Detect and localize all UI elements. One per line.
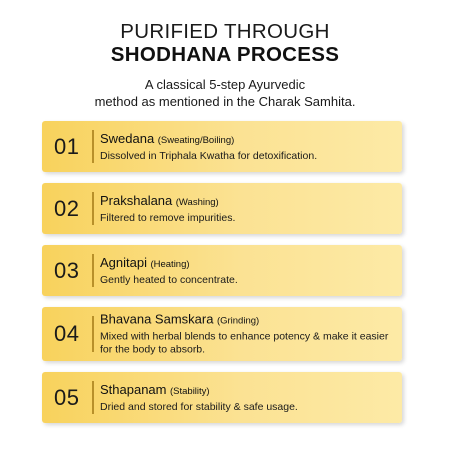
step-description: Filtered to remove impurities. [100,211,236,224]
page-title-line-2: SHODHANA PROCESS [110,43,340,66]
step-gloss: (Stability) [169,385,210,397]
step-name: Sthapanam [100,381,167,397]
step-body [100,193,396,225]
step-description: Gently heated to concentrate. [100,273,238,286]
step-title [100,131,396,148]
step-number: 03 [54,257,80,283]
step-card-agnitapi [42,245,402,296]
step-number: 02 [54,195,80,221]
step-divider [92,316,94,352]
step-gloss: (Sweating/Boiling) [157,134,235,146]
step-card-swedana [42,121,402,172]
step-gloss: (Heating) [150,258,190,270]
step-description: Dried and stored for stability & safe usage. [100,400,298,413]
step-title [100,312,396,329]
step-title [100,193,396,210]
step-number: 04 [54,321,80,346]
step-name: Bhavana Samskara [100,311,214,327]
step-number: 05 [54,384,80,410]
steps-list [42,121,402,434]
page-title-line-1: PURIFIED THROUGH [120,20,330,43]
step-gloss: (Washing) [175,196,219,208]
step-name: Swedana [100,130,155,146]
step-title [100,382,396,399]
step-body [100,382,396,414]
step-name: Prakshalana [100,192,173,208]
subtitle-line-1: A classical 5-step Ayurvedic [144,77,306,92]
step-title [100,255,396,272]
step-card-prakshalana [42,183,402,234]
step-body [100,131,396,163]
subtitle-line-2: method as mentioned in the Charak Samhita. [94,94,356,109]
step-number: 01 [54,133,80,159]
step-divider [92,381,94,414]
step-card-sthapanam [42,372,402,423]
step-divider [92,192,94,225]
step-gloss: (Grinding) [216,315,260,327]
step-description: Mixed with herbal blends to enhance potency & make it easier for the body to absorb. [100,330,389,356]
step-divider [92,254,94,287]
step-divider [92,130,94,163]
step-name: Agnitapi [100,254,147,270]
step-description: Dissolved in Triphala Kwatha for detoxification. [100,149,318,162]
step-body [100,312,396,357]
step-body [100,255,396,287]
subtitle [0,76,450,110]
step-card-bhavana-samskara [42,307,402,361]
